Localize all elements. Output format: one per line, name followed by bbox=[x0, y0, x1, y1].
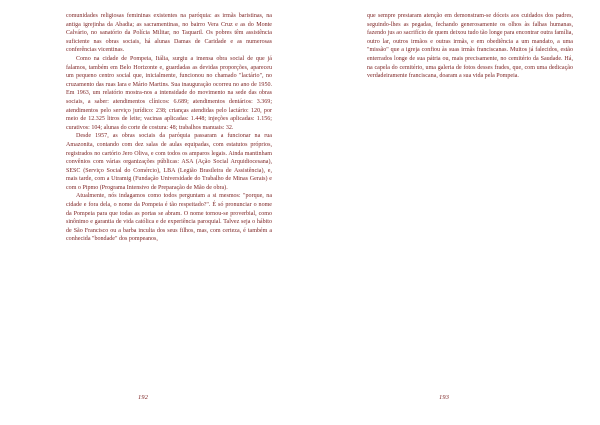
left-paragraph-3: Desde 1957, as obras sociais da paróquia passaram a funcionar na rua Amazonita, contando com dez salas de aulas equipadas, com estatutos próprios, registrados no cartório Jero Oliva, e com todos os amparos legais. Ainda mantinham convênios com várias organizações públicas: ASA (Ação Social Arquidiocesana), SESC (Serviço Social do Comércio), LBA (Legião Brasileira de Assistência), e, mais tarde, com a Utramig (Fundação Universidade do Trabalho de Minas Gerais) e com o Pipmo (Programa Intensivo de Preparação de Mão de obra). bbox=[66, 133, 272, 191]
left-paragraph-1: comunidades religiosas femininas existentes na paróquia: as irmãs baristinas, na antiga igrejinha da Abadia; as sacramentinas, no bairro Vera Cruz e as do Monte Calvário, no sanatório da Polícia Militar, no Taquaril. Os pobres têm assistência suficiente nas obras sociais, há alunas Damas de Caridade e as numerosas conferências vicentinas. bbox=[66, 13, 272, 54]
right-page-text-column bbox=[367, 12, 573, 81]
right-page bbox=[300, 0, 600, 425]
left-page-text-column bbox=[66, 12, 272, 244]
right-paragraph-1: que sempre prestaram atenção em demonstram-se dóceis aos cuidados dos padres, seguindo-lhes as pegadas, fechando generosamente os olhos às falhas humanas, fazendo jus ao sacrifício de quem deixou tudo tão longe para encontrar outra família, outro lar, outros irmãos e outras irmãs, e em obediência a um mandato, a uma "missão" que a igreja confiou às suas irmãs franciscanas. Muitos já falecidos, estão enterrados longe de sua pátria ou, mais precisamente, no cemitério da Saudade. Há, na capela do cemitério, uma galeria de fotos desses frades, que, com uma dedicação verdadeiramente franciscana, doaram a sua vida pela Pompeia. bbox=[367, 13, 573, 80]
left-page-number: 192 bbox=[138, 394, 149, 401]
left-paragraph-2: Como na cidade de Pompeia, Itália, surgiu a imensa obra social de que já falamos, também em Belo Horizonte e, guardadas as devidas proporções, apareceu um pequeno centro social que, inicialmente, funcionou no chamado "lactário", no cruzamento das ruas Iara e Mário Martins. Sua inauguração ocorreu no ano de 1950. Em 1963, um relatório mostra-nos a intensidade do movimento na sede das obras sociais, a saber: atendimentos clínicos: 6.689; atendimentos dentários: 3.369; atendimentos pelo serviço jurídico: 238; crianças atendidas pelo lactário: 120, por meio de 12.325 litros de leite; vacinas aplicadas: 1.448; injeções aplicadas: 1.156; curativos: 104; alunas do corte de costura: 48; trabalhos manuais: 32. bbox=[66, 55, 272, 131]
left-paragraph-4: Atualmente, nós indagamos como todos perguntam a si mesmos: "porque, na cidade e fora dela, o nome da Pompeia é tão respeitado?". É só pronunciar o nome da Pompeia para que todas as portas se abram. O nome tornou-se proverbial, como sinônimo e garantia de vida católica e de experiência paroquial. Talvez seja o hábito de São Francisco ou a barba inculta dos seus filhos, mas, com certeza, é também a conhecida "bondade" dos pompeanos, bbox=[66, 193, 272, 243]
right-page-number: 193 bbox=[439, 394, 450, 401]
